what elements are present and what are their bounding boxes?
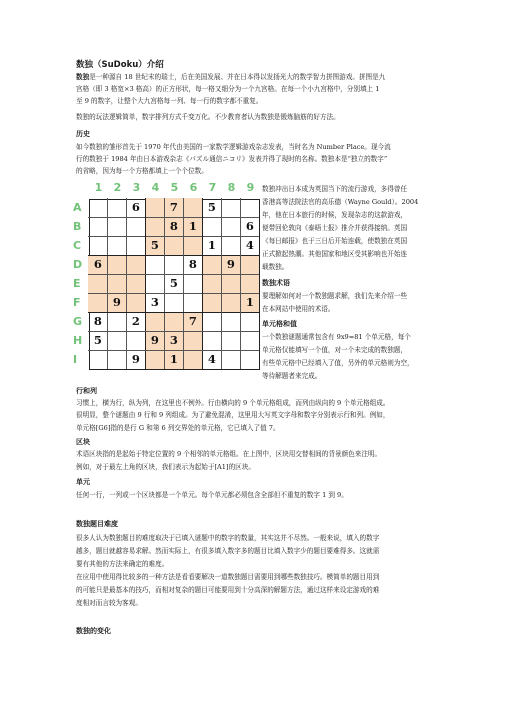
history-side-line-5: 《每日邮报》也于三日后开始连载，使数独在英国 xyxy=(262,237,408,245)
column-label-3: 3 xyxy=(132,181,141,194)
sudoku-cell-I3: 9 xyxy=(131,352,140,367)
sudoku-cell-I6 xyxy=(183,350,202,369)
sudoku-cell-I7: 4 xyxy=(207,352,216,367)
unit-line-1: 任何一行，一列或一个区块都是一个单元。每个单元都必须包含全部但不重复的数字 1 到 9。 xyxy=(76,491,348,499)
sudoku-cell-A1 xyxy=(88,198,107,217)
sudoku-cell-E7 xyxy=(202,274,221,293)
sudoku-cell-C9: 4 xyxy=(245,238,254,253)
cell-value-line-2: 单元格仅能填写一个值，对一个未完成的数独题， xyxy=(262,346,408,354)
row-label-E: E xyxy=(73,277,81,290)
grid-line-vertical xyxy=(126,198,127,369)
row-label-C: C xyxy=(73,239,82,252)
history-side-line-3: 年，他在日本旅行的时候，发现杂志的这款游戏， xyxy=(262,211,408,219)
history-line-2: 行的数独于 1984 年由日本游戏杂志《パズル通信ニコリ》发表并得了现时的名称。数独本是“独立的数字” xyxy=(76,155,388,163)
sudoku-cell-B3 xyxy=(126,217,145,236)
intro-line-2: 宫格（即 3 格宽×3 格高）的正方形状，每一格又细分为一个九宫格。在每一个小九宫格中，分别填上 1 xyxy=(76,85,380,93)
variants-heading: 数独的变化 xyxy=(76,627,111,635)
sudoku-cell-G4 xyxy=(145,312,164,331)
block-line-2: 例如，对于最左上角的区块，我们表示为起始于[A1]的区块。 xyxy=(76,463,255,471)
sudoku-cell-A8 xyxy=(221,198,240,217)
sudoku-cell-H3 xyxy=(126,331,145,350)
sudoku-cell-E8 xyxy=(221,274,240,293)
sudoku-cell-I4 xyxy=(145,350,164,369)
column-label-5: 5 xyxy=(170,181,179,194)
sudoku-cell-F5 xyxy=(164,293,183,312)
sudoku-cell-I1 xyxy=(88,350,107,369)
unit-heading: 单元 xyxy=(76,478,90,486)
sudoku-cell-I2 xyxy=(107,350,126,369)
sudoku-cell-G1: 8 xyxy=(93,314,102,329)
sudoku-cell-D6: 8 xyxy=(188,257,197,272)
history-side-line-4: 便带回伦敦向《泰晤士报》推介并获得接纳。英国 xyxy=(262,224,408,232)
sudoku-cell-F1 xyxy=(88,293,107,312)
sudoku-cell-H6 xyxy=(183,331,202,350)
sudoku-cell-G8 xyxy=(221,312,240,331)
sudoku-cell-H2 xyxy=(107,331,126,350)
column-label-7: 7 xyxy=(208,181,217,194)
sudoku-cell-D4 xyxy=(145,255,164,274)
cell-value-heading: 单元格和值 xyxy=(262,320,297,328)
sudoku-cell-F7 xyxy=(202,293,221,312)
difficulty-heading: 数独题目难度 xyxy=(76,520,118,528)
history-side-line-6: 正式掀起热潮。其他国家和地区受其影响也开始连 xyxy=(262,250,408,258)
sudoku-cell-E9 xyxy=(240,274,259,293)
sudoku-cell-E6 xyxy=(183,274,202,293)
grid-line-vertical xyxy=(221,198,222,369)
sudoku-cell-B8 xyxy=(221,217,240,236)
row-label-A: A xyxy=(73,201,82,214)
history-side-line-1: 数独冲出日本成为英国当下的流行游戏，多得曾任 xyxy=(262,185,408,193)
sudoku-cell-H1: 5 xyxy=(93,333,102,348)
column-label-8: 8 xyxy=(227,181,236,194)
sudoku-cell-G3: 2 xyxy=(131,314,140,329)
cell-value-line-4: 等待解题者来完成。 xyxy=(262,372,322,380)
intro-line-1 xyxy=(76,72,385,83)
difficulty-line-2: 越多，题目就越容易求解。然而实际上，有很多填入数字多的题目比填入数字少的题目要难得多。这就需 xyxy=(76,547,380,555)
history-line-3: 的省略，因为每一个方格都填上一个个位数。 xyxy=(76,167,208,175)
intro-line-3: 至 9 的数字，让整个大九宫格每一列、每一行的数字都不重复。 xyxy=(76,97,263,105)
sudoku-cell-F6 xyxy=(183,293,202,312)
sudoku-cell-E1 xyxy=(88,274,107,293)
sudoku-cell-F4: 3 xyxy=(150,295,159,310)
sudoku-cell-C2 xyxy=(107,236,126,255)
grid-line-horizontal xyxy=(88,312,259,313)
sudoku-cell-C4: 5 xyxy=(145,236,164,255)
sudoku-cell-A3: 6 xyxy=(131,200,140,215)
sudoku-cell-D2 xyxy=(107,255,126,274)
sudoku-cell-B1 xyxy=(88,217,107,236)
sudoku-cell-I9 xyxy=(240,350,259,369)
row-label-B: B xyxy=(73,220,82,233)
history-side-line-2: 香港高等法院法官的高乐德（Wayne Gould）。2004 xyxy=(262,198,419,206)
difficulty-line-6: 度相对而言较为客观。 xyxy=(76,599,142,607)
difficulty-line-1: 很多人认为数独题目的难度取决于已填入谜题中的数字的数量，其实这并不尽然。一般来说，填入的数字 xyxy=(76,534,380,542)
sudoku-cell-I8 xyxy=(221,350,240,369)
difficulty-line-5: 的可能只是最基本的技巧，而相对复杂的题目可能要用到十分高深的解题方法，通过这样来设定游戏的难 xyxy=(76,586,380,594)
row-label-I: I xyxy=(73,353,78,366)
history-line-1: 如今数独的雏形首先于 1970 年代由美国的一家数学逻辑游戏杂志发表，当时名为 Number Place。现今流 xyxy=(76,143,391,151)
rows-cols-line-3: 单元格[G6]指的是行 G 和第 6 列交界处的单元格，它已填入了值 7。 xyxy=(76,424,280,432)
column-label-1: 1 xyxy=(94,181,103,194)
sudoku-cell-D5 xyxy=(164,255,183,274)
sudoku-cell-G6: 7 xyxy=(183,312,202,331)
row-label-H: H xyxy=(73,334,83,347)
sudoku-cell-D9 xyxy=(240,255,259,274)
grid-line-vertical xyxy=(240,198,241,369)
sudoku-cell-E2 xyxy=(107,274,126,293)
grid-line-horizontal xyxy=(88,274,259,275)
sudoku-cell-D7 xyxy=(202,255,221,274)
sudoku-cell-F2: 9 xyxy=(107,293,126,312)
sudoku-grid xyxy=(89,199,260,370)
sudoku-cell-G5 xyxy=(164,312,183,331)
grid-line-vertical xyxy=(202,198,203,369)
sudoku-cell-B4 xyxy=(145,217,164,236)
rows-cols-line-1: 习惯上，横为行，纵为列，在这里也不例外。行由横向的 9 个单元格组成，而列由纵向的 9 个单元格组成。 xyxy=(76,399,390,407)
page-title: 数独（SuDoku）介绍 xyxy=(76,60,164,70)
sudoku-cell-B9: 6 xyxy=(245,219,254,234)
sudoku-cell-B5: 8 xyxy=(164,217,183,236)
sudoku-cell-C6 xyxy=(183,236,202,255)
history-heading: 历史 xyxy=(76,130,90,138)
grid-line-horizontal xyxy=(88,293,259,294)
terms-heading: 数独术语 xyxy=(262,279,290,287)
sudoku-cell-H8 xyxy=(221,331,240,350)
block-line-1: 术语区块指的是起始于特定位置的 9 个相邻的单元格组。在上图中，区块用交替相间的背景颜色来注明。 xyxy=(76,450,382,458)
sudoku-cell-D1: 6 xyxy=(88,255,107,274)
sudoku-cell-G9 xyxy=(240,312,259,331)
row-label-F: F xyxy=(73,296,81,309)
sudoku-cell-C5 xyxy=(164,236,183,255)
sudoku-cell-F8 xyxy=(221,293,240,312)
sudoku-cell-B6: 1 xyxy=(183,217,202,236)
sudoku-cell-G7 xyxy=(202,312,221,331)
sudoku-cell-A4 xyxy=(145,198,164,217)
cell-value-line-3: 有些单元格中已经填入了值，另外的单元格则为空， xyxy=(262,359,414,367)
sudoku-cell-D8: 9 xyxy=(221,255,240,274)
sudoku-cell-E3 xyxy=(126,274,145,293)
grid-line-horizontal xyxy=(88,217,259,218)
rows-cols-line-2: 很明显，整个谜题由 9 行和 9 列组成。为了避免混淆，这里用大写英文字母和数字分别表示行和列。例如， xyxy=(76,411,390,419)
difficulty-line-3: 要有其他的方法来确定的难度。 xyxy=(76,560,169,568)
sudoku-cell-F9: 1 xyxy=(240,293,259,312)
sudoku-cell-A5: 7 xyxy=(164,198,183,217)
sudoku-cell-F3 xyxy=(126,293,145,312)
grid-line-horizontal xyxy=(88,350,259,351)
sudoku-cell-C1 xyxy=(88,236,107,255)
terms-line-1: 要理解如何对一个数独题求解，我们先来介绍一些 xyxy=(262,292,408,300)
cell-value-line-1: 一个数独谜题通常包含有 9x9=81 个单元格，每个 xyxy=(262,333,411,341)
column-label-2: 2 xyxy=(113,181,122,194)
terms-line-2: 在本网站中使用的术语。 xyxy=(262,305,335,313)
block-heading: 区块 xyxy=(76,438,90,446)
sudoku-cell-G2 xyxy=(107,312,126,331)
sudoku-cell-B7 xyxy=(202,217,221,236)
grid-line-vertical xyxy=(107,198,108,369)
sudoku-cell-H7 xyxy=(202,331,221,350)
sudoku-cell-A7: 5 xyxy=(207,200,216,215)
grid-line-vertical xyxy=(183,198,184,369)
grid-line-horizontal xyxy=(88,331,259,332)
sudoku-cell-C7: 1 xyxy=(207,238,216,253)
intro-line-4: 数独的玩法逻辑简单，数字排列方式千变万化。不少教育者认为数独是锻炼脑筋的好方法。 xyxy=(76,113,340,121)
sudoku-cell-C8 xyxy=(221,236,240,255)
sudoku-cell-B2 xyxy=(107,217,126,236)
sudoku-cell-A6 xyxy=(183,198,202,217)
rows-cols-heading: 行和列 xyxy=(76,387,97,395)
row-label-G: G xyxy=(73,315,83,328)
intro-term: 数独 xyxy=(76,73,90,81)
history-side-line-7: 载数独。 xyxy=(262,263,289,271)
column-label-9: 9 xyxy=(246,181,255,194)
sudoku-cell-E4 xyxy=(145,274,164,293)
difficulty-line-4: 在应用中使用得比较多的一种方法是看看要解决一道数独题目需要用到哪些数独技巧。模简单的题目用到 xyxy=(76,573,380,581)
grid-line-vertical xyxy=(145,198,146,369)
intro-line-1-text: 是一种源自 18 世纪末的瑞士，后在美国发展、并在日本得以发扬光大的数学智力拼图游戏。拼图是九 xyxy=(89,73,386,81)
row-label-D: D xyxy=(73,258,83,271)
sudoku-cell-C3 xyxy=(126,236,145,255)
sudoku-cell-H9 xyxy=(240,331,259,350)
column-label-4: 4 xyxy=(151,181,160,194)
sudoku-cell-H4: 9 xyxy=(145,331,164,350)
sudoku-cell-E5: 5 xyxy=(169,276,178,291)
grid-line-horizontal xyxy=(88,236,259,237)
grid-line-vertical xyxy=(164,198,165,369)
column-label-6: 6 xyxy=(189,181,198,194)
grid-line-horizontal xyxy=(88,255,259,256)
sudoku-cell-I5: 1 xyxy=(164,350,183,369)
sudoku-cell-H5: 3 xyxy=(164,331,183,350)
sudoku-cell-D3 xyxy=(126,255,145,274)
sudoku-cell-A9 xyxy=(240,198,259,217)
sudoku-cell-A2 xyxy=(107,198,126,217)
